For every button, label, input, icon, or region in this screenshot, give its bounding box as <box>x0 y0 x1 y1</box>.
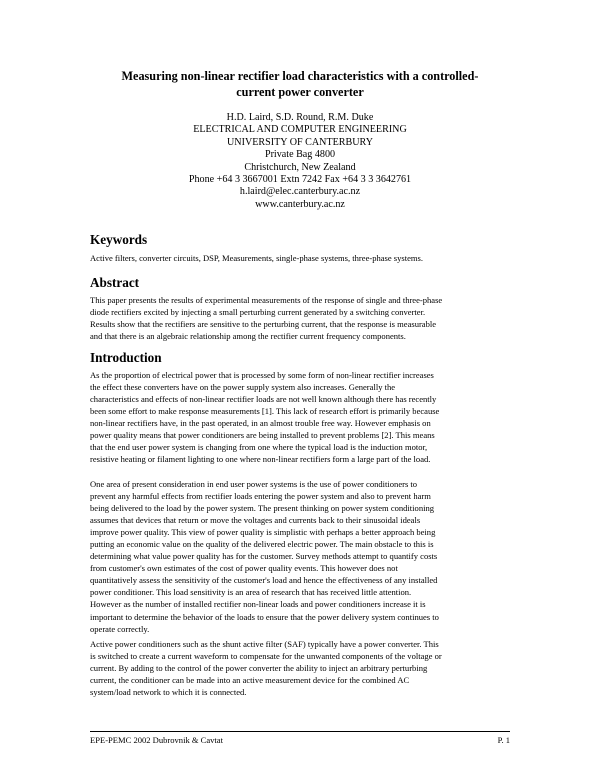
text-line: Active power conditioners such as the shunt active filter (SAF) typically have a power converter. This <box>90 639 439 649</box>
abstract-heading: Abstract <box>90 275 140 290</box>
text-line: been some effort to make response measurements [1]. This lack of research effort is primarily because <box>90 406 440 417</box>
text-line: important to determine the behavior of the loads to ensure that the power delivery system continues to <box>90 611 439 622</box>
text-line: is switched to create a current waveform to compensate for the unwanted components of the voltage or <box>90 651 442 662</box>
website: www.canterbury.ac.nz <box>255 198 345 210</box>
text-line: the effect these converters have on the power supply system also increases. Generally the <box>90 382 396 393</box>
paper-title <box>60 68 540 100</box>
text-line: One area of present consideration in end user power systems is the use of power conditioners to <box>90 479 418 489</box>
text-line: being delivered to the load by the power system. The present thinking on power system conditioning <box>90 503 435 514</box>
text-line: current, the conditioner can be made into an active measurement device for the combined AC <box>90 675 410 686</box>
address-line: Christchurch, New Zealand <box>244 161 356 173</box>
text-line: characteristics and effects of non-linear rectifier loads are not well known although there has recently <box>90 394 437 405</box>
keywords-text <box>90 252 510 264</box>
university: UNIVERSITY OF CANTERBURY <box>227 136 373 148</box>
intro-paragraph-2 <box>90 478 510 635</box>
intro-paragraph-1 <box>90 369 510 465</box>
text-line: assumes that devices that return or move the voltages and currents back to their sinusoidal ideals <box>90 515 421 526</box>
text-line: determining what value power quality has for the customer. Survey methods attempt to quantify costs <box>90 551 438 562</box>
introduction-heading: Introduction <box>90 350 162 365</box>
phone-fax: Phone +64 3 3667001 Extn 7242 Fax +64 3 3 3642761 <box>188 174 412 186</box>
text-line: and that there is an algebraic relationship among the rectifier current frequency components. <box>90 331 406 342</box>
email: h.laird@elec.canterbury.ac.nz <box>239 186 361 198</box>
text-line: Active filters, converter circuits, DSP, Measurements, single-phase systems, three-phase systems. <box>90 253 424 263</box>
text-line: resistive heating or filament lighting to one where non-linear rectifiers form a large part of the load. <box>90 454 431 465</box>
text-line: operate correctly. <box>90 623 150 634</box>
address-line: Private Bag 4800 <box>264 149 336 161</box>
footer-divider <box>90 731 510 732</box>
department: ELECTRICAL AND COMPUTER ENGINEERING <box>193 124 407 136</box>
text-line: prevent any harmful effects from rectifier loads entering the power system and also to prevent harm <box>90 491 431 502</box>
title-line: current power converter <box>236 85 364 99</box>
text-line: current. By adding to the control of the power converter the ability to inject an arbitrary perturbing <box>90 663 428 674</box>
text-line: system/load network to which it is connected. <box>90 687 247 698</box>
text-line: non-linear rectifiers have, in the past operated, in an almost trouble free way. However emphasis on <box>90 418 431 429</box>
text-line: power conditioner. This load sensitivity is an area of research that has received little attention. <box>90 587 412 598</box>
text-line: diode rectifiers excited by injecting a small perturbing current generated by a switching converter. <box>90 307 426 318</box>
author-block <box>60 112 540 211</box>
text-line: power quality means that power conditioners are being installed to prevent problems [2]. This means <box>90 430 435 441</box>
keywords-heading: Keywords <box>90 232 148 247</box>
abstract-paragraph <box>90 294 510 342</box>
title-line: Measuring non-linear rectifier load characteristics with a controlled- <box>121 69 479 83</box>
text-line: putting an economic value on the quality of the delivered electric power. The main obstacle to this is <box>90 539 434 550</box>
text-line: However as the number of installed rectifier non-linear loads and power conditioners increase it is <box>90 599 426 610</box>
text-line: from customer's own estimates of the cost of power quality events. This however does not <box>90 563 398 574</box>
text-line: This paper presents the results of experimental measurements of the response of single and three-phase <box>90 295 443 305</box>
text-line: that the end user power system is changing from one where the typical load is the induction motor, <box>90 442 428 453</box>
text-line: improve power quality. This view of power quality is simplistic with perhaps a better approach being <box>90 527 436 538</box>
intro-paragraph-3 <box>90 638 510 698</box>
text-line: Results show that the rectifiers are sensitive to the perturbing current, that the response is measurable <box>90 319 437 330</box>
footer-page-number: P. 1 <box>497 735 510 745</box>
text-line: As the proportion of electrical power that is processed by some form of non-linear rectifier increases <box>90 370 434 380</box>
author-names: H.D. Laird, S.D. Round, R.M. Duke <box>226 112 374 123</box>
text-line: quantitatively assess the sensitivity of the customer's load and hence the effectiveness of any installed <box>90 575 438 586</box>
footer-conference: EPE-PEMC 2002 Dubrovnik & Cavtat <box>90 735 223 745</box>
